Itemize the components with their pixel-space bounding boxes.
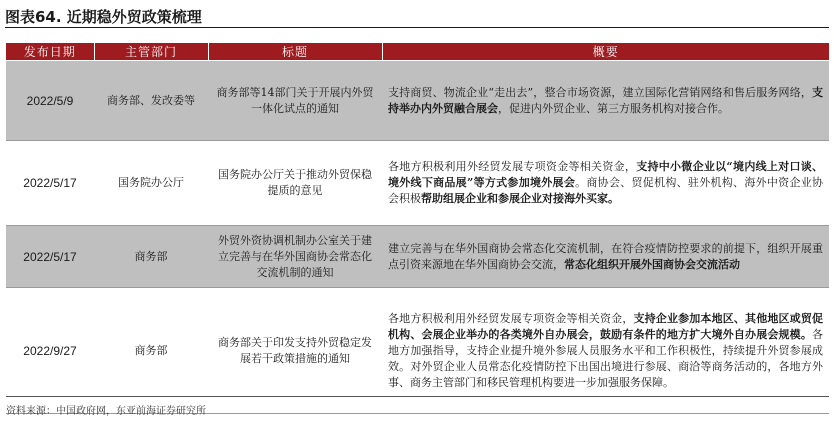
- row-doc-title: 商务部关于印发支持外贸稳定发展若干政策措施的通知: [208, 288, 382, 414]
- table-row: [6, 141, 829, 226]
- summary-text: 各地方加强指导，支持企业提升境外参展人员服务水平和工作积极性，持续提升外贸参展成效。对外贸企业人员常态化疫情防控下出国出境进行参展、商洽等商务活动的，各地方外事、商务主管部门和移民管理机构要进一步加强服务保障。: [388, 327, 823, 389]
- header-summary: 概要: [382, 43, 829, 61]
- row-doc-title: 国务院办公厅关于推动外贸保稳提质的意见: [208, 141, 382, 226]
- row-summary: [382, 141, 829, 226]
- row-date: 2022/5/9: [6, 61, 94, 141]
- header-date: 发布日期: [6, 43, 94, 61]
- summary-highlight: 帮助组展企业和参展企业对接海外买家。: [421, 192, 619, 205]
- row-dept: 商务部: [94, 288, 208, 414]
- summary-highlight: 支持企业参加本地区、其他地区或贸促机构、会展企业举办的各类境外自办展会，鼓励有条件的地方扩大境外自办展会规模。: [388, 311, 824, 341]
- table-header-row: [6, 43, 829, 61]
- summary-highlight: 支持举办内外贸融合展会: [388, 85, 823, 115]
- row-summary: [382, 61, 829, 141]
- row-date: 2022/9/27: [6, 288, 94, 414]
- summary-text: ，促进内外贸企业、第三方服务机构对接合作。: [498, 101, 729, 115]
- table-row: [6, 61, 829, 141]
- row-dept: 商务部、发改委等: [94, 61, 208, 141]
- summary-text: 。商协会、贸促机构、驻外机构、海外中资企业协会积极: [388, 176, 824, 205]
- row-date: 2022/5/17: [6, 226, 94, 288]
- table-row: [6, 288, 829, 414]
- footer-divider: [6, 396, 829, 397]
- title-divider: [5, 27, 829, 28]
- summary-text: 各地方积极利用外经贸发展专项资金等相关资金，: [388, 311, 634, 325]
- header-dept: 主管部门: [94, 43, 208, 61]
- row-summary: [382, 226, 829, 288]
- header-title: 标题: [208, 43, 382, 61]
- summary-highlight: 常态化组织开展外国商协会交流活动: [564, 257, 740, 271]
- summary-text: 支持商贸、物流企业“走出去”，整合市场资源，建立国际化营销网络和售后服务网络，: [388, 85, 812, 99]
- row-doc-title: 商务部等14部门关于开展内外贸一体化试点的通知: [208, 61, 382, 141]
- row-date: 2022/5/17: [6, 141, 94, 226]
- table-row: [6, 226, 829, 288]
- policy-table: [6, 43, 829, 414]
- row-dept: 商务部: [94, 226, 208, 288]
- row-summary: [382, 288, 829, 414]
- summary-highlight: 支持中小微企业以“境内线上对口谈、境外线下商品展”等方式参加境外展会: [388, 160, 824, 189]
- row-doc-title: 外贸外资协调机制办公室关于建立完善与在华外国商协会常态化交流机制的通知: [208, 226, 382, 288]
- source-note: 资料来源：中国政府网，东亚前海证券研究所: [6, 406, 206, 417]
- row-dept: 国务院办公厅: [94, 141, 208, 226]
- figure-title: 图表64. 近期稳外贸政策梳理: [5, 8, 202, 26]
- summary-text: 建立完善与在华外国商协会常态化交流机制，在符合疫情防控要求的前提下，组织开展重点引资来源地在华外国商协会交流，: [388, 241, 823, 271]
- summary-text: 各地方积极利用外经贸发展专项资金等相关资金，: [388, 160, 637, 173]
